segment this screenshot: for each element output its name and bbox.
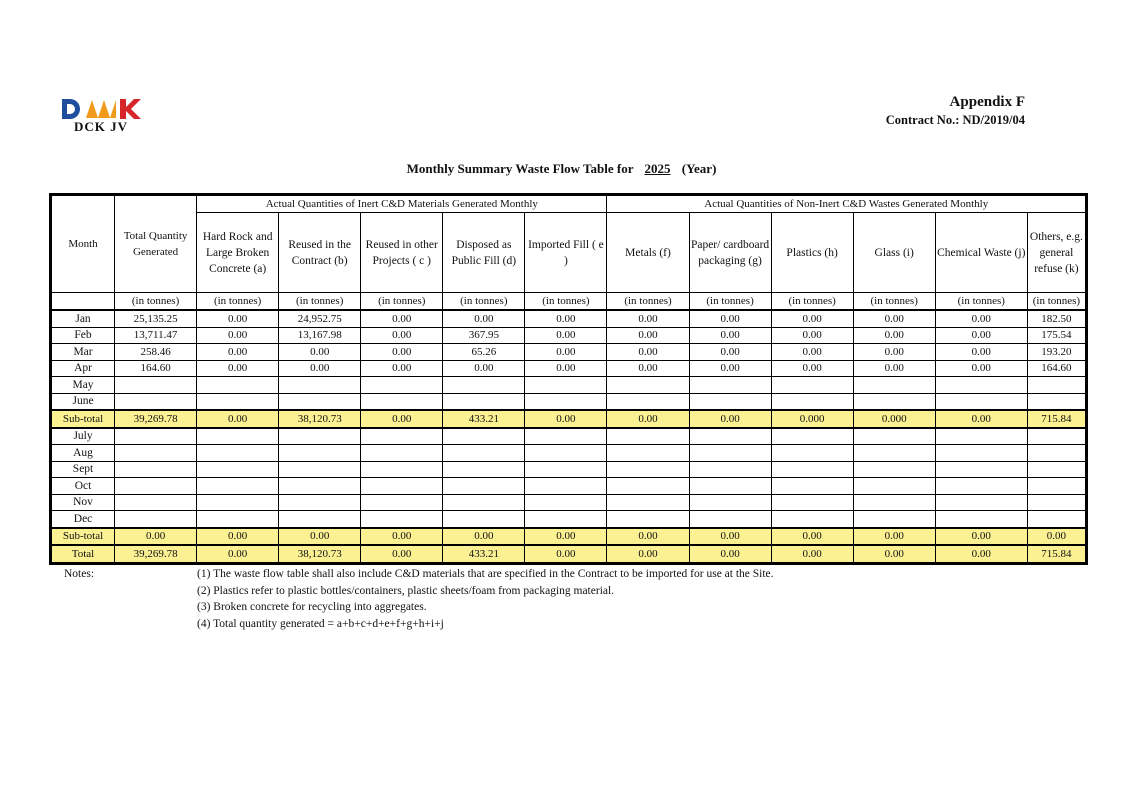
value-cell (525, 428, 607, 445)
value-cell (607, 445, 689, 462)
value-cell (361, 461, 443, 478)
note-item: (3) Broken concrete for recycling into aggregates. (197, 601, 427, 613)
table-row (52, 393, 1086, 410)
value-cell (443, 428, 525, 445)
value-cell (279, 461, 361, 478)
col-header-c: Reused in other Projects ( c ) (361, 213, 443, 293)
value-cell (361, 478, 443, 495)
month-cell: June (52, 393, 115, 410)
month-cell: Mar (52, 344, 115, 361)
value-cell: 0.00 (935, 327, 1027, 344)
value-cell (525, 461, 607, 478)
note-item: (4) Total quantity generated = a+b+c+d+e+f+g+h+i+j (197, 617, 444, 630)
value-cell: 39,269.78 (115, 545, 197, 562)
value-cell (935, 377, 1027, 394)
value-cell (361, 445, 443, 462)
value-cell: 24,952.75 (279, 310, 361, 327)
value-cell: 0.00 (853, 360, 935, 377)
value-cell (279, 377, 361, 394)
col-header-a: Hard Rock and Large Broken Concrete (a) (197, 213, 279, 293)
contract-number: Contract No.: ND/2019/04 (885, 113, 1025, 127)
value-cell: 0.00 (935, 528, 1027, 546)
title-year: 2025 (644, 161, 671, 176)
value-cell: 0.00 (607, 344, 689, 361)
unit-cell: (in tonnes) (197, 293, 279, 311)
value-cell (525, 377, 607, 394)
value-cell: 0.00 (853, 528, 935, 546)
month-cell: Oct (52, 478, 115, 495)
value-cell (689, 377, 771, 394)
unit-cell: (in tonnes) (443, 293, 525, 311)
value-cell (689, 428, 771, 445)
unit-cell: (in tonnes) (607, 293, 689, 311)
value-cell: 0.00 (279, 344, 361, 361)
value-cell (935, 478, 1027, 495)
group-header-inert: Actual Quantities of Inert C&D Materials Generated Monthly (197, 196, 607, 213)
value-cell: 0.00 (197, 310, 279, 327)
value-cell: 0.00 (853, 545, 935, 562)
unit-cell-empty (52, 293, 115, 311)
value-cell (935, 428, 1027, 445)
value-cell (771, 377, 853, 394)
value-cell: 0.00 (525, 344, 607, 361)
value-cell: 0.00 (361, 410, 443, 428)
title-suffix: (Year) (681, 161, 717, 176)
value-cell: 0.00 (689, 344, 771, 361)
value-cell: 38,120.73 (279, 545, 361, 562)
value-cell: 715.84 (1027, 545, 1085, 562)
value-cell: 0.00 (689, 410, 771, 428)
value-cell (115, 478, 197, 495)
value-cell: 258.46 (115, 344, 197, 361)
col-header-k: Others, e.g. general refuse (k) (1027, 213, 1085, 293)
value-cell (1027, 428, 1085, 445)
value-cell: 0.00 (853, 344, 935, 361)
month-cell: Sept (52, 461, 115, 478)
value-cell: 0.00 (361, 528, 443, 546)
value-cell (1027, 445, 1085, 462)
value-cell (1027, 511, 1085, 528)
subtotal-row (52, 528, 1086, 546)
unit-cell: (in tonnes) (115, 293, 197, 311)
value-cell (935, 445, 1027, 462)
value-cell: 0.00 (607, 545, 689, 562)
unit-cell: (in tonnes) (361, 293, 443, 311)
value-cell (279, 445, 361, 462)
value-cell (1027, 377, 1085, 394)
subtotal-row (52, 545, 1086, 562)
value-cell: 0.00 (935, 410, 1027, 428)
value-cell (935, 461, 1027, 478)
value-cell (197, 377, 279, 394)
value-cell: 0.00 (771, 545, 853, 562)
value-cell: 0.00 (689, 528, 771, 546)
value-cell (607, 377, 689, 394)
value-cell (279, 494, 361, 511)
value-cell: 0.00 (935, 360, 1027, 377)
value-cell (853, 428, 935, 445)
table-row (52, 344, 1086, 361)
col-header-h: Plastics (h) (771, 213, 853, 293)
value-cell (115, 494, 197, 511)
value-cell: 433.21 (443, 545, 525, 562)
month-cell: Nov (52, 494, 115, 511)
value-cell (525, 478, 607, 495)
value-cell (771, 393, 853, 410)
value-cell (197, 445, 279, 462)
value-cell (197, 478, 279, 495)
value-cell: 0.00 (689, 545, 771, 562)
value-cell: 0.00 (361, 310, 443, 327)
value-cell (689, 393, 771, 410)
value-cell (853, 494, 935, 511)
table-row (52, 478, 1086, 495)
value-cell: 182.50 (1027, 310, 1085, 327)
value-cell (525, 511, 607, 528)
unit-cell: (in tonnes) (689, 293, 771, 311)
value-cell: 0.00 (525, 545, 607, 562)
value-cell (197, 494, 279, 511)
value-cell (771, 428, 853, 445)
table-row (52, 310, 1086, 327)
table-row (52, 445, 1086, 462)
value-cell: 0.00 (361, 344, 443, 361)
value-cell (1027, 478, 1085, 495)
value-cell: 175.54 (1027, 327, 1085, 344)
value-cell (689, 494, 771, 511)
col-header-d: Disposed as Public Fill (d) (443, 213, 525, 293)
value-cell (115, 377, 197, 394)
col-header-j: Chemical Waste (j) (935, 213, 1027, 293)
value-cell (279, 393, 361, 410)
value-cell (361, 511, 443, 528)
value-cell: 13,711.47 (115, 327, 197, 344)
month-cell: July (52, 428, 115, 445)
month-cell: Feb (52, 327, 115, 344)
value-cell: 0.00 (197, 360, 279, 377)
unit-cell: (in tonnes) (1027, 293, 1085, 311)
value-cell (197, 393, 279, 410)
dck-jv-logo (60, 97, 150, 137)
note-item: (2) Plastics refer to plastic bottles/containers, plastic sheets/foam from packaging material. (197, 584, 615, 597)
value-cell: 0.00 (525, 327, 607, 344)
value-cell (771, 445, 853, 462)
col-header-g: Paper/ cardboard packaging (g) (689, 213, 771, 293)
col-header-month: Month (52, 196, 115, 293)
note-item: (1) The waste flow table shall also include C&D materials that are specified in the Contract to be imported for use at the Site. (197, 568, 774, 580)
col-header-i: Glass (i) (853, 213, 935, 293)
value-cell: 0.00 (197, 545, 279, 562)
value-cell (607, 461, 689, 478)
value-cell (607, 393, 689, 410)
value-cell: 0.00 (525, 360, 607, 377)
value-cell (853, 478, 935, 495)
col-header-b: Reused in the Contract (b) (279, 213, 361, 293)
value-cell (935, 494, 1027, 511)
value-cell: 715.84 (1027, 410, 1085, 428)
value-cell (443, 445, 525, 462)
value-cell (853, 393, 935, 410)
value-cell: 0.00 (197, 410, 279, 428)
table-row (52, 377, 1086, 394)
value-cell (361, 377, 443, 394)
value-cell: 0.00 (361, 360, 443, 377)
unit-cell: (in tonnes) (853, 293, 935, 311)
value-cell (935, 393, 1027, 410)
value-cell (279, 511, 361, 528)
month-cell: Sub-total (52, 410, 115, 428)
value-cell: 0.00 (689, 360, 771, 377)
value-cell: 0.00 (525, 410, 607, 428)
value-cell (279, 428, 361, 445)
value-cell: 0.00 (361, 327, 443, 344)
value-cell (279, 478, 361, 495)
value-cell (197, 461, 279, 478)
col-header-total: Total Quantity Generated (115, 196, 197, 293)
value-cell: 0.000 (771, 410, 853, 428)
subtotal-row (52, 410, 1086, 428)
value-cell (935, 511, 1027, 528)
value-cell (525, 494, 607, 511)
value-cell (525, 393, 607, 410)
value-cell (853, 511, 935, 528)
unit-cell: (in tonnes) (771, 293, 853, 311)
unit-cell: (in tonnes) (279, 293, 361, 311)
value-cell (853, 377, 935, 394)
value-cell: 0.00 (689, 310, 771, 327)
month-cell: Sub-total (52, 528, 115, 546)
value-cell (689, 478, 771, 495)
value-cell: 0.00 (607, 360, 689, 377)
value-cell: 0.00 (443, 360, 525, 377)
value-cell: 0.00 (771, 528, 853, 546)
value-cell (115, 393, 197, 410)
value-cell (115, 428, 197, 445)
month-cell: Jan (52, 310, 115, 327)
value-cell (443, 393, 525, 410)
value-cell: 0.00 (853, 310, 935, 327)
value-cell: 164.60 (115, 360, 197, 377)
unit-cell: (in tonnes) (525, 293, 607, 311)
unit-cell: (in tonnes) (935, 293, 1027, 311)
value-cell (361, 494, 443, 511)
value-cell: 0.00 (607, 327, 689, 344)
value-cell: 0.00 (197, 327, 279, 344)
value-cell (689, 445, 771, 462)
table-row (52, 428, 1086, 445)
value-cell (607, 478, 689, 495)
notes-label: Notes: (64, 568, 95, 580)
dck-logo-icon (60, 97, 145, 121)
table-row (52, 360, 1086, 377)
value-cell: 0.00 (935, 310, 1027, 327)
value-cell (771, 511, 853, 528)
value-cell: 0.000 (853, 410, 935, 428)
value-cell (771, 494, 853, 511)
value-cell (443, 461, 525, 478)
month-cell: Total (52, 545, 115, 562)
value-cell (443, 511, 525, 528)
value-cell (115, 461, 197, 478)
value-cell: 0.00 (607, 410, 689, 428)
value-cell (607, 428, 689, 445)
value-cell: 25,135.25 (115, 310, 197, 327)
value-cell (361, 393, 443, 410)
value-cell: 0.00 (525, 310, 607, 327)
value-cell: 0.00 (443, 528, 525, 546)
value-cell (607, 511, 689, 528)
value-cell: 0.00 (361, 545, 443, 562)
value-cell (1027, 393, 1085, 410)
value-cell: 0.00 (525, 528, 607, 546)
value-cell (689, 461, 771, 478)
value-cell (607, 494, 689, 511)
value-cell (853, 461, 935, 478)
value-cell: 38,120.73 (279, 410, 361, 428)
month-cell: Aug (52, 445, 115, 462)
value-cell (115, 511, 197, 528)
value-cell: 0.00 (607, 528, 689, 546)
value-cell: 193.20 (1027, 344, 1085, 361)
value-cell: 0.00 (443, 310, 525, 327)
value-cell: 0.00 (197, 344, 279, 361)
value-cell (689, 511, 771, 528)
value-cell (525, 445, 607, 462)
value-cell: 13,167.98 (279, 327, 361, 344)
value-cell (771, 478, 853, 495)
value-cell: 0.00 (1027, 528, 1085, 546)
value-cell (197, 428, 279, 445)
value-cell: 0.00 (771, 344, 853, 361)
value-cell: 433.21 (443, 410, 525, 428)
appendix-label: Appendix F (949, 94, 1025, 110)
waste-flow-table (49, 193, 1088, 565)
value-cell: 0.00 (115, 528, 197, 546)
value-cell (853, 445, 935, 462)
value-cell (115, 445, 197, 462)
value-cell (1027, 461, 1085, 478)
value-cell: 39,269.78 (115, 410, 197, 428)
value-cell (443, 377, 525, 394)
value-cell: 0.00 (771, 360, 853, 377)
value-cell: 367.95 (443, 327, 525, 344)
value-cell: 0.00 (935, 545, 1027, 562)
title-prefix: Monthly Summary Waste Flow Table for (406, 161, 634, 176)
value-cell (443, 478, 525, 495)
table-row (52, 494, 1086, 511)
table-row (52, 461, 1086, 478)
group-header-noninert: Actual Quantities of Non-Inert C&D Wastes Generated Monthly (607, 196, 1086, 213)
value-cell (443, 494, 525, 511)
value-cell: 0.00 (771, 310, 853, 327)
value-cell (1027, 494, 1085, 511)
value-cell: 164.60 (1027, 360, 1085, 377)
page-title (0, 161, 1123, 177)
col-header-e: Imported Fill ( e ) (525, 213, 607, 293)
value-cell: 0.00 (607, 310, 689, 327)
value-cell: 0.00 (279, 360, 361, 377)
value-cell (771, 461, 853, 478)
value-cell (197, 511, 279, 528)
col-header-f: Metals (f) (607, 213, 689, 293)
table-row (52, 327, 1086, 344)
value-cell: 0.00 (689, 327, 771, 344)
value-cell: 0.00 (853, 327, 935, 344)
logo-text: DCK JV (74, 119, 129, 134)
value-cell (361, 428, 443, 445)
value-cell: 0.00 (935, 344, 1027, 361)
month-cell: May (52, 377, 115, 394)
month-cell: Dec (52, 511, 115, 528)
value-cell: 0.00 (771, 327, 853, 344)
value-cell: 65.26 (443, 344, 525, 361)
table-row (52, 511, 1086, 528)
value-cell: 0.00 (197, 528, 279, 546)
month-cell: Apr (52, 360, 115, 377)
value-cell: 0.00 (279, 528, 361, 546)
